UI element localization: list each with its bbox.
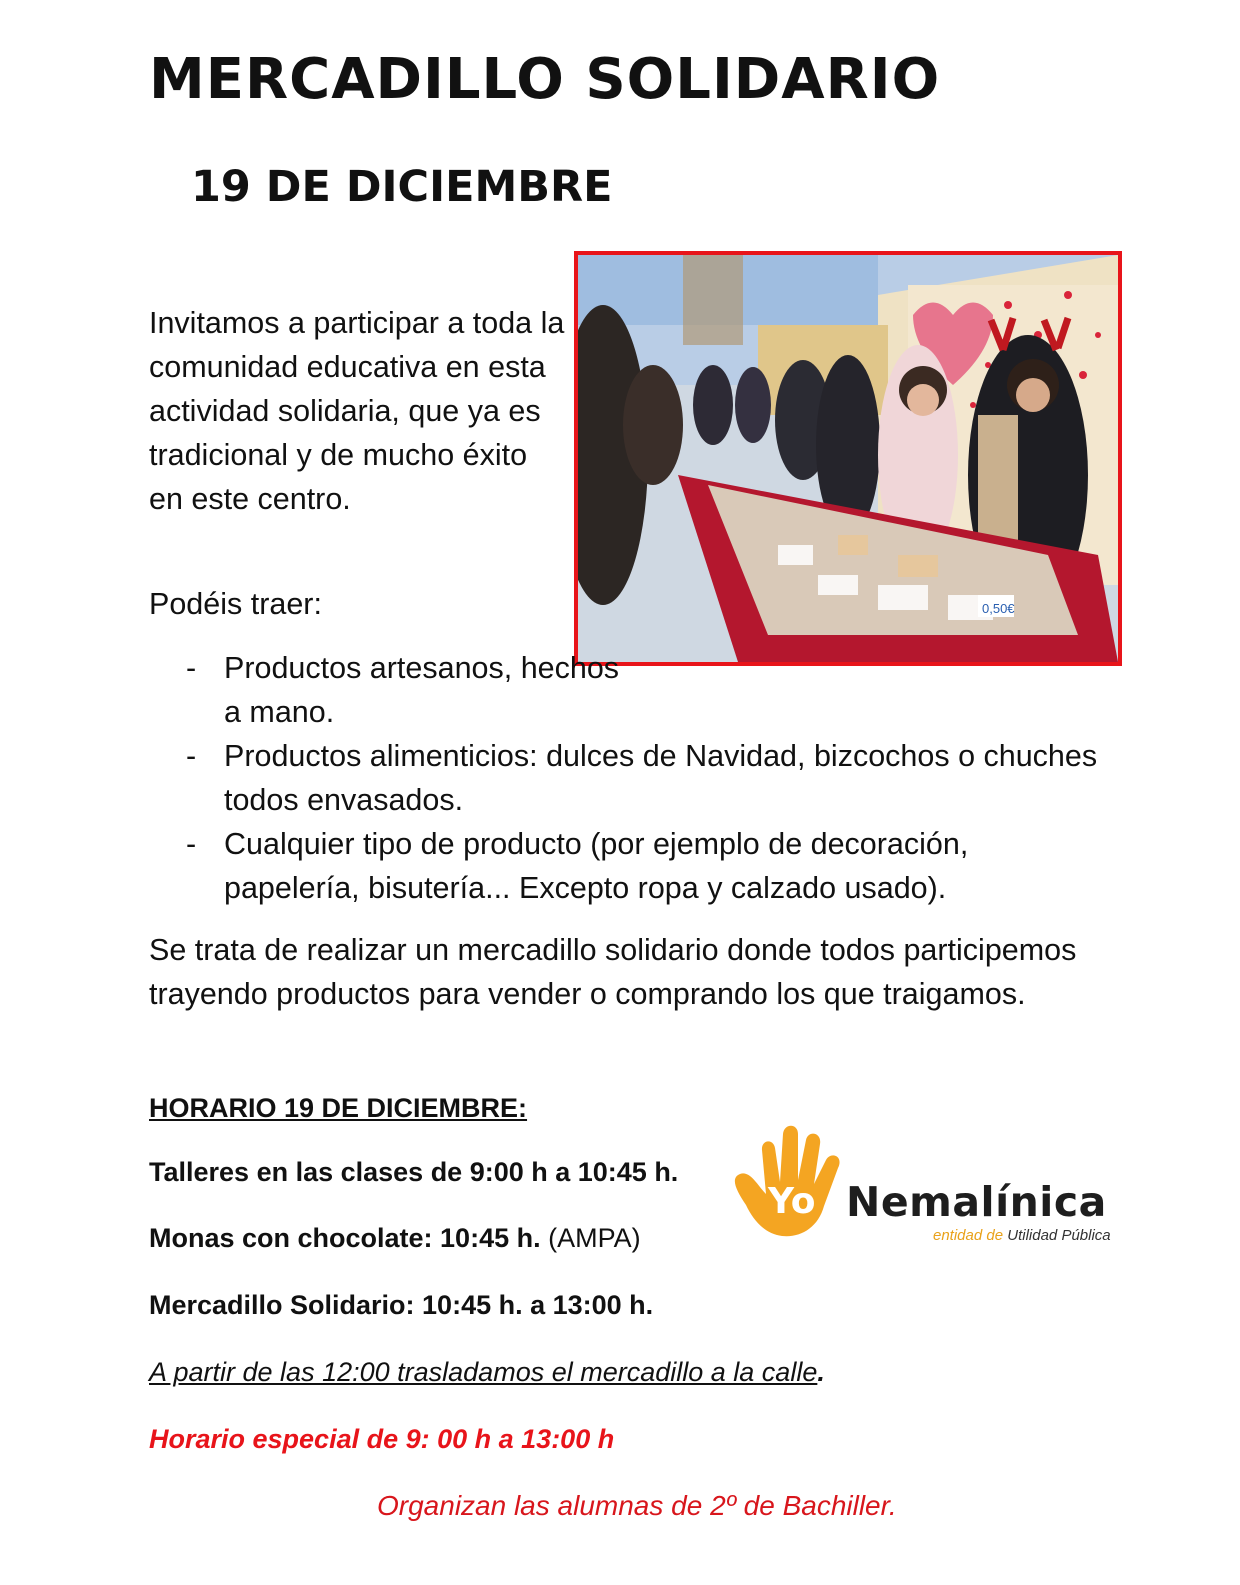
list-item-text: Productos artesanos, hechos a mano. [224, 651, 620, 729]
logo-tagline-b: Utilidad Pública [1003, 1227, 1111, 1244]
list-item [149, 734, 1109, 822]
bullet-dash: - [186, 739, 197, 773]
bring-label: Podéis traer: [149, 587, 322, 621]
schedule-monas-text: Monas con chocolate: 10:45 h. [149, 1223, 541, 1253]
schedule-calle [149, 1357, 825, 1388]
schedule-monas-extra: (AMPA) [540, 1223, 641, 1253]
market-photo [574, 251, 1122, 666]
event-date: 19 DE DICIEMBRE [191, 162, 613, 212]
schedule-talleres-text: Talleres en las clases de 9:00 h a 10:45 h. [149, 1157, 679, 1187]
bullet-dash: - [186, 827, 197, 861]
market-photo-illustration [578, 255, 1118, 662]
list-item [149, 646, 624, 734]
intro-paragraph: Invitamos a participar a toda la comunidad educativa en esta actividad solidaria, que ya es tradicional y de mucho éxito en este centro. [149, 306, 565, 516]
schedule-mercadillo-text: Mercadillo Solidario: 10:45 h. a 13:00 h. [149, 1290, 654, 1320]
schedule-mercadillo [149, 1290, 653, 1321]
list-item-text: Cualquier tipo de producto (por ejemplo de decoración, papelería, bisutería... Excepto ropa y calzado usado). [224, 827, 969, 905]
schedule-title: HORARIO 19 DE DICIEMBRE: [149, 1093, 528, 1123]
bullet-dash: - [186, 651, 197, 685]
logo-tagline-a: entidad de [933, 1227, 1004, 1244]
organizers-note: Organizan las alumnas de 2º de Bachiller. [377, 1490, 897, 1521]
list-item-text: Productos alimenticios: dulces de Navidad, bizcochos o chuches todos envasados. [224, 739, 1098, 817]
list-item [149, 822, 1109, 910]
yo-nemalinica-logo [728, 1120, 1138, 1260]
schedule-calle-text: A partir de las 12:00 trasladamos el mercadillo a la calle [149, 1357, 818, 1387]
schedule-calle-period: . [817, 1357, 825, 1387]
page-title: MERCADILLO SOLIDARIO [149, 47, 941, 112]
schedule-monas [149, 1223, 641, 1254]
logo-name-text: Nemalínica [846, 1178, 1107, 1226]
schedule-especial: Horario especial de 9: 00 h a 13:00 h [149, 1424, 615, 1454]
closing-paragraph: Se trata de realizar un mercadillo solidario donde todos participemos trayendo productos para vender o comprando los que traigamos. [149, 933, 1077, 1011]
product-list [149, 646, 1109, 910]
logo-tagline [933, 1228, 1111, 1243]
schedule-talleres [149, 1157, 678, 1188]
price-tag-label: 0,50€ [982, 601, 1015, 616]
logo-yo-text: Yo [768, 1181, 816, 1222]
